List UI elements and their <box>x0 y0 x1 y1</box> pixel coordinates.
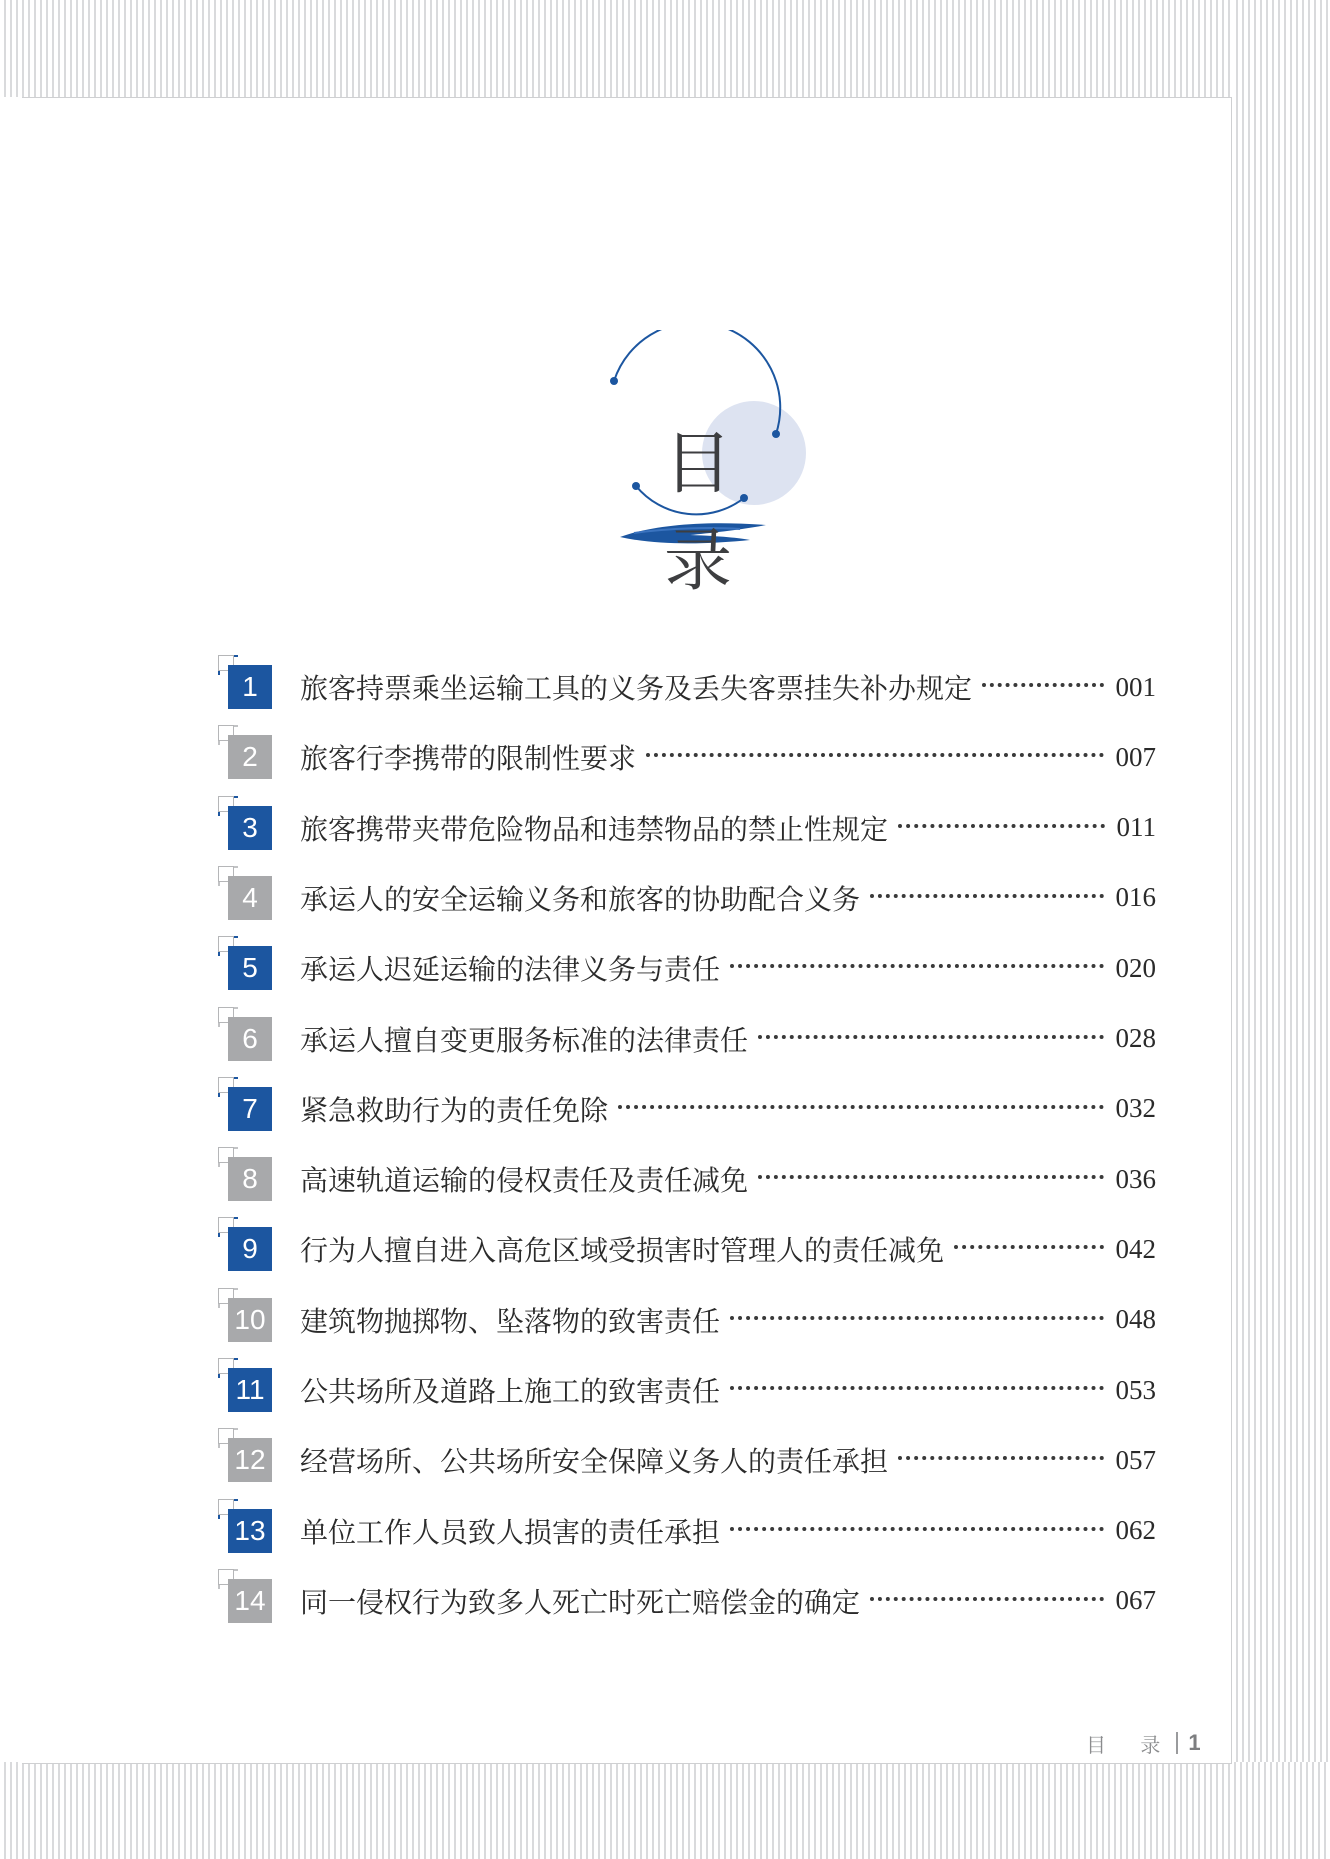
chapter-title: 承运人迟延运输的法律义务与责任 <box>300 953 721 987</box>
chapter-title: 承运人的安全运输义务和旅客的协助配合义务 <box>300 882 861 916</box>
dot-leader <box>730 1527 1103 1531</box>
dot-leader <box>646 753 1103 757</box>
toc-item[interactable] <box>216 872 1156 922</box>
chapter-title: 旅客携带夹带危险物品和违禁物品的禁止性规定 <box>300 812 889 846</box>
chapter-title: 行为人擅自进入高危区域受损害时管理人的责任减免 <box>300 1234 945 1268</box>
chapter-number-badge: 12 <box>228 1438 272 1482</box>
chapter-page-number: 007 <box>1115 741 1156 772</box>
toc-heading <box>590 330 830 601</box>
toc-entry <box>300 946 1156 990</box>
chapter-number-badge: 14 <box>228 1579 272 1623</box>
toc-entry <box>300 1227 1156 1271</box>
chapter-title: 旅客行李携带的限制性要求 <box>300 742 637 776</box>
chapter-number-badge: 13 <box>228 1509 272 1553</box>
chapter-page-number: 042 <box>1115 1233 1156 1264</box>
dot-leader <box>618 1105 1103 1109</box>
right-stripe-border <box>1232 0 1330 1859</box>
footer-section-title: 目 录 <box>1086 1732 1175 1757</box>
chapter-number-badge: 10 <box>228 1298 272 1342</box>
toc-item[interactable] <box>216 1434 1156 1484</box>
toc-item[interactable] <box>216 1294 1156 1344</box>
toc-entry <box>300 1157 1156 1201</box>
chapter-title: 紧急救助行为的责任免除 <box>300 1093 609 1127</box>
chapter-page-number: 057 <box>1115 1444 1156 1475</box>
chapter-title: 承运人擅自变更服务标准的法律责任 <box>300 1023 749 1057</box>
chapter-page-number: 020 <box>1115 952 1156 983</box>
dot-leader <box>870 894 1103 898</box>
chapter-page-number: 032 <box>1115 1093 1156 1124</box>
chapter-page-number: 048 <box>1115 1304 1156 1335</box>
dot-leader <box>758 1175 1103 1179</box>
chapter-number-badge: 7 <box>228 1087 272 1131</box>
chapter-title: 同一侵权行为致多人死亡时死亡赔偿金的确定 <box>300 1585 861 1619</box>
page-title: 目 录 <box>663 425 784 601</box>
toc-entry <box>300 1509 1156 1553</box>
toc-entry <box>300 1579 1156 1623</box>
dot-leader <box>982 683 1103 687</box>
chapter-number-badge: 11 <box>228 1368 272 1412</box>
toc-item[interactable] <box>216 942 1156 992</box>
chapter-number-badge: 3 <box>228 806 272 850</box>
chapter-number-badge: 2 <box>228 735 272 779</box>
dot-leader <box>898 1456 1103 1460</box>
toc-item[interactable] <box>216 1505 1156 1555</box>
toc-item[interactable] <box>216 1223 1156 1273</box>
chapter-title: 高速轨道运输的侵权责任及责任减免 <box>300 1164 749 1198</box>
chapter-title: 经营场所、公共场所安全保障义务人的责任承担 <box>300 1445 889 1479</box>
toc-entry <box>300 1087 1156 1131</box>
chapter-title: 单位工作人员致人损害的责任承担 <box>300 1515 721 1549</box>
page-footer <box>1086 1728 1201 1758</box>
chapter-page-number: 053 <box>1115 1374 1156 1405</box>
dot-leader <box>730 1386 1103 1390</box>
toc-entry <box>300 735 1156 779</box>
toc-item[interactable] <box>216 1013 1156 1063</box>
toc-item[interactable] <box>216 661 1156 711</box>
toc-entry <box>300 876 1156 920</box>
chapter-page-number: 016 <box>1115 882 1156 913</box>
dot-leader <box>730 964 1103 968</box>
toc-entry <box>300 806 1156 850</box>
chapter-title: 旅客持票乘坐运输工具的义务及丢失客票挂失补办规定 <box>300 672 973 705</box>
top-stripe-border <box>0 0 1330 97</box>
chapter-page-number: 028 <box>1115 1023 1156 1053</box>
dot-leader <box>870 1597 1103 1601</box>
toc-entry <box>300 1017 1156 1061</box>
dot-leader <box>730 1316 1103 1320</box>
toc-item[interactable] <box>216 731 1156 781</box>
footer-divider <box>1176 1732 1178 1754</box>
chapter-page-number: 001 <box>1115 671 1156 702</box>
toc-entry <box>300 1298 1156 1342</box>
chapter-page-number: 067 <box>1115 1585 1156 1616</box>
chapter-number-badge: 8 <box>228 1157 272 1201</box>
toc-item[interactable] <box>216 1083 1156 1133</box>
chapter-number-badge: 6 <box>228 1017 272 1061</box>
dot-leader <box>954 1245 1103 1249</box>
chapter-title: 公共场所及道路上施工的致害责任 <box>300 1375 721 1408</box>
dot-leader <box>758 1035 1103 1039</box>
toc-entry <box>300 665 1156 709</box>
toc-item[interactable] <box>216 1153 1156 1203</box>
chapter-title: 建筑物抛掷物、坠落物的致害责任 <box>300 1304 721 1338</box>
toc-entry <box>300 1438 1156 1482</box>
bottom-stripe-border <box>0 1762 1330 1859</box>
dot-leader <box>898 824 1104 828</box>
chapter-number-badge: 4 <box>228 876 272 920</box>
toc-item[interactable] <box>216 1575 1156 1625</box>
footer-page-number: 1 <box>1188 1730 1201 1755</box>
chapter-page-number: 062 <box>1115 1515 1156 1546</box>
chapter-page-number: 036 <box>1115 1163 1156 1194</box>
toc-entry <box>300 1368 1156 1412</box>
chapter-number-badge: 5 <box>228 946 272 990</box>
toc-item[interactable] <box>216 1364 1156 1414</box>
chapter-number-badge: 1 <box>228 665 272 709</box>
chapter-number-badge: 9 <box>228 1227 272 1271</box>
chapter-page-number: 011 <box>1116 812 1156 843</box>
toc-item[interactable] <box>216 802 1156 852</box>
